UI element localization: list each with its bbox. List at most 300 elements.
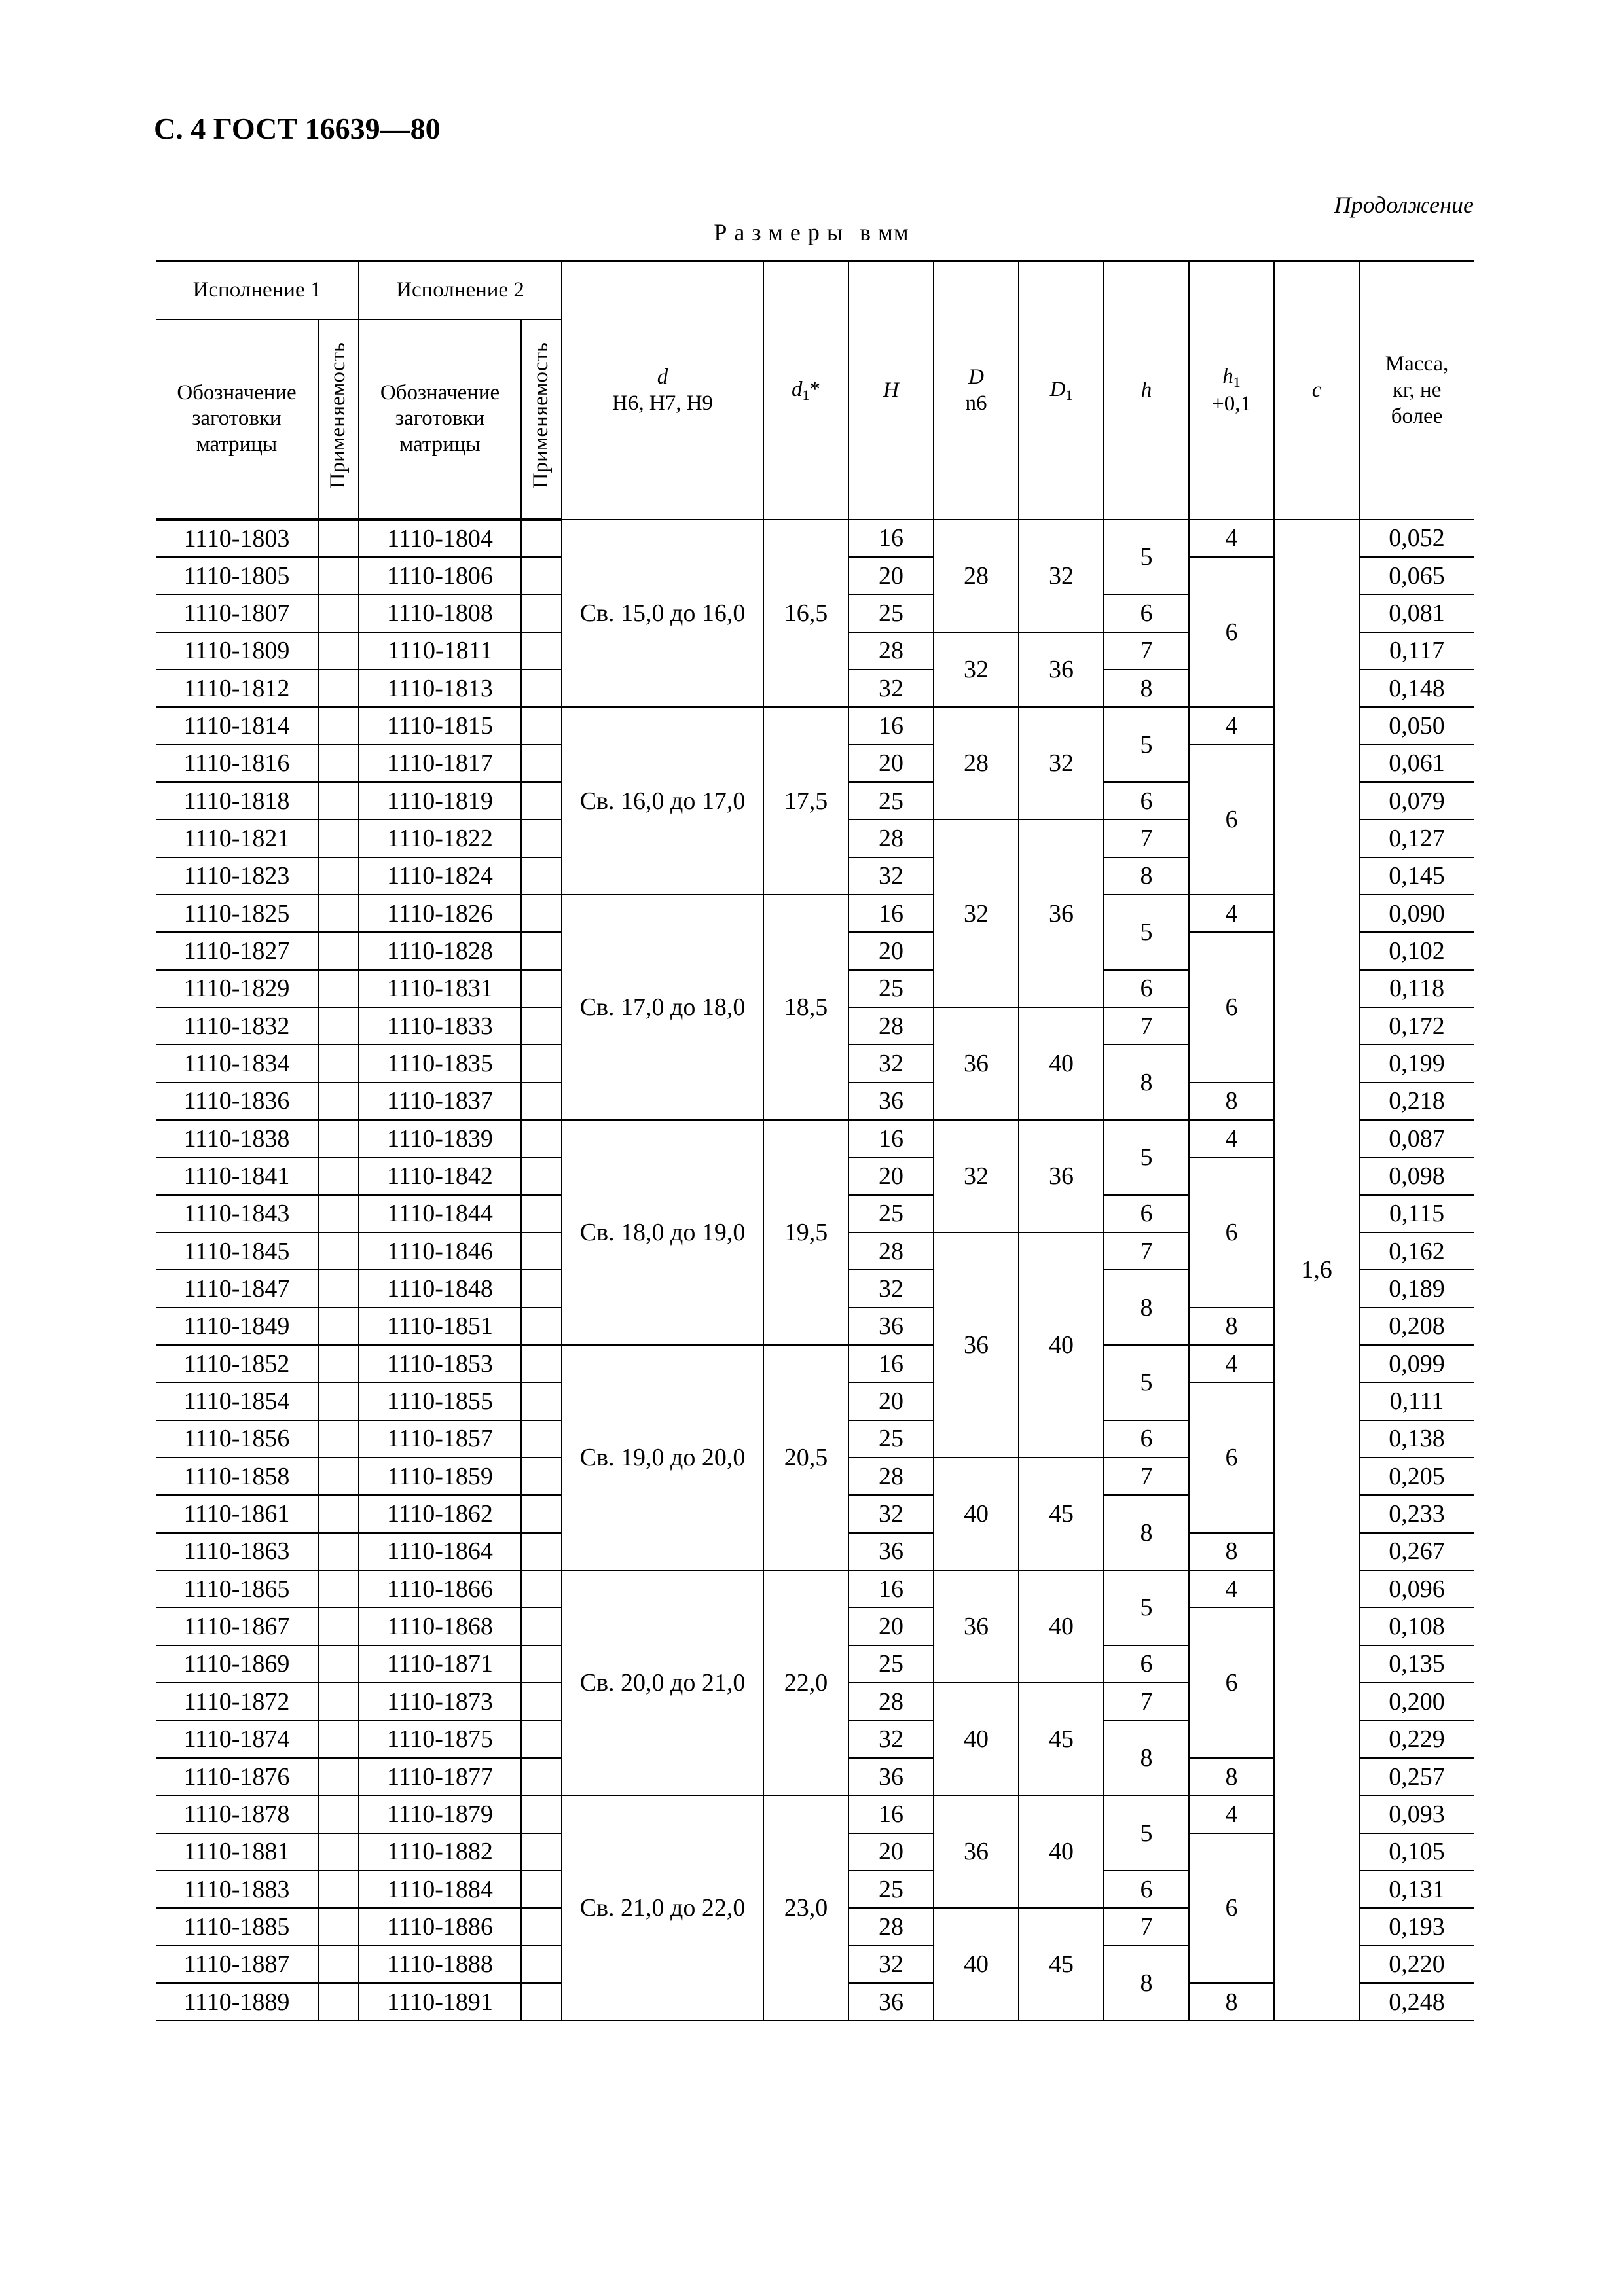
H-cell: 28 xyxy=(848,632,934,670)
h1-cell: 6 xyxy=(1189,1607,1274,1757)
D-cell: 40 xyxy=(934,1458,1019,1570)
H-cell: 25 xyxy=(848,970,934,1007)
applicability-cell xyxy=(318,1120,359,1157)
H-cell: 16 xyxy=(848,1345,934,1382)
header-mass-label: Масса, кг, не более xyxy=(1385,352,1449,428)
designation-2-cell: 1110-1873 xyxy=(359,1683,521,1720)
applicability-cell xyxy=(521,557,562,594)
designation-2-cell: 1110-1879 xyxy=(359,1795,521,1833)
applicability-cell xyxy=(521,745,562,782)
h-cell: 5 xyxy=(1104,1795,1189,1871)
mass-cell: 0,108 xyxy=(1359,1607,1474,1645)
designation-1-cell: 1110-1869 xyxy=(156,1645,318,1683)
designation-1-cell: 1110-1836 xyxy=(156,1083,318,1120)
mass-cell: 0,081 xyxy=(1359,594,1474,632)
applicability-cell xyxy=(318,1946,359,1983)
h-cell: 8 xyxy=(1104,857,1189,895)
mass-cell: 0,138 xyxy=(1359,1420,1474,1458)
applicability-cell xyxy=(521,1983,562,2020)
designation-1-cell: 1110-1865 xyxy=(156,1570,318,1607)
header-h xyxy=(1104,262,1189,520)
mass-cell: 0,233 xyxy=(1359,1495,1474,1532)
applicability-cell xyxy=(521,594,562,632)
designation-2-cell: 1110-1888 xyxy=(359,1946,521,1983)
applicability-cell xyxy=(521,1045,562,1082)
designation-2-cell: 1110-1826 xyxy=(359,895,521,932)
mass-cell: 0,111 xyxy=(1359,1382,1474,1420)
h1-cell: 8 xyxy=(1189,1533,1274,1570)
header-d xyxy=(562,262,763,520)
units-caption xyxy=(0,219,1623,246)
h-cell: 8 xyxy=(1104,1045,1189,1120)
D-cell: 32 xyxy=(934,632,1019,708)
header-designation-2 xyxy=(359,319,521,520)
D-cell: 36 xyxy=(934,1570,1019,1683)
H-cell: 25 xyxy=(848,1195,934,1232)
D-cell: 36 xyxy=(934,1007,1019,1120)
mass-cell: 0,093 xyxy=(1359,1795,1474,1833)
dimensions-table xyxy=(156,260,1474,2021)
applicability-cell xyxy=(318,932,359,969)
d-cell: Св. 18,0 до 19,0 xyxy=(562,1120,763,1345)
designation-2-cell: 1110-1822 xyxy=(359,819,521,857)
H-cell: 28 xyxy=(848,819,934,857)
applicability-cell xyxy=(318,1533,359,1570)
applicability-cell xyxy=(318,857,359,895)
applicability-cell xyxy=(521,932,562,969)
D1-cell: 32 xyxy=(1019,707,1104,819)
header-d1 xyxy=(763,262,848,520)
designation-1-cell: 1110-1832 xyxy=(156,1007,318,1045)
applicability-cell xyxy=(318,1607,359,1645)
d1-cell: 17,5 xyxy=(763,707,848,895)
H-cell: 36 xyxy=(848,1083,934,1120)
d1-cell: 19,5 xyxy=(763,1120,848,1345)
mass-cell: 0,115 xyxy=(1359,1195,1474,1232)
applicability-cell xyxy=(318,1345,359,1382)
D1-cell: 36 xyxy=(1019,819,1104,1007)
header-designation-1 xyxy=(156,319,318,520)
applicability-cell xyxy=(521,857,562,895)
applicability-cell xyxy=(318,1683,359,1720)
designation-1-cell: 1110-1809 xyxy=(156,632,318,670)
D1-cell: 32 xyxy=(1019,520,1104,632)
header-h1-tolerance: +0,1 xyxy=(1212,391,1251,416)
H-cell: 36 xyxy=(848,1758,934,1795)
mass-cell: 0,105 xyxy=(1359,1833,1474,1871)
c-cell: 1,6 xyxy=(1274,520,1359,2021)
applicability-cell xyxy=(318,1758,359,1795)
H-cell: 36 xyxy=(848,1308,934,1345)
applicability-cell xyxy=(521,1871,562,1908)
d-cell: Св. 17,0 до 18,0 xyxy=(562,895,763,1120)
h-cell: 6 xyxy=(1104,1645,1189,1683)
designation-1-cell: 1110-1816 xyxy=(156,745,318,782)
mass-cell: 0,220 xyxy=(1359,1946,1474,1983)
applicability-cell xyxy=(521,1908,562,1945)
applicability-cell xyxy=(318,1045,359,1082)
designation-1-cell: 1110-1861 xyxy=(156,1495,318,1532)
mass-cell: 0,099 xyxy=(1359,1345,1474,1382)
applicability-cell xyxy=(318,1382,359,1420)
designation-1-cell: 1110-1867 xyxy=(156,1607,318,1645)
designation-1-cell: 1110-1854 xyxy=(156,1382,318,1420)
H-cell: 16 xyxy=(848,895,934,932)
h-cell: 5 xyxy=(1104,707,1189,782)
h1-cell: 4 xyxy=(1189,520,1274,557)
applicability-cell xyxy=(521,1270,562,1307)
h-cell: 6 xyxy=(1104,1195,1189,1232)
h-cell: 6 xyxy=(1104,1871,1189,1908)
mass-cell: 0,118 xyxy=(1359,970,1474,1007)
D-cell: 32 xyxy=(934,819,1019,1007)
designation-2-cell: 1110-1846 xyxy=(359,1232,521,1270)
H-cell: 20 xyxy=(848,1157,934,1194)
h-cell: 8 xyxy=(1104,1495,1189,1570)
d1-cell: 20,5 xyxy=(763,1345,848,1570)
applicability-cell xyxy=(521,1570,562,1607)
applicability-cell xyxy=(521,782,562,819)
header-D-symbol: D xyxy=(968,365,984,389)
H-cell: 28 xyxy=(848,1007,934,1045)
applicability-cell xyxy=(521,1645,562,1683)
applicability-cell xyxy=(318,1458,359,1495)
header-D1-sub: 1 xyxy=(1065,387,1073,404)
units-caption-tail: в мм xyxy=(860,219,909,245)
designation-1-cell: 1110-1805 xyxy=(156,557,318,594)
mass-cell: 0,098 xyxy=(1359,1157,1474,1194)
H-cell: 20 xyxy=(848,745,934,782)
h1-cell: 6 xyxy=(1189,1157,1274,1307)
H-cell: 25 xyxy=(848,782,934,819)
applicability-cell xyxy=(521,1345,562,1382)
designation-2-cell: 1110-1837 xyxy=(359,1083,521,1120)
H-cell: 25 xyxy=(848,1645,934,1683)
designation-1-cell: 1110-1838 xyxy=(156,1120,318,1157)
header-d-tolerance: H6, H7, H9 xyxy=(612,391,714,415)
d1-cell: 18,5 xyxy=(763,895,848,1120)
applicability-cell xyxy=(318,745,359,782)
applicability-cell xyxy=(521,707,562,744)
header-version-2: Исполнение 2 xyxy=(359,262,562,320)
applicability-cell xyxy=(521,1382,562,1420)
h-cell: 6 xyxy=(1104,1420,1189,1458)
H-cell: 20 xyxy=(848,932,934,969)
designation-2-cell: 1110-1813 xyxy=(359,670,521,707)
applicability-cell xyxy=(521,520,562,557)
D-cell: 32 xyxy=(934,1120,1019,1232)
applicability-cell xyxy=(318,1721,359,1758)
mass-cell: 0,090 xyxy=(1359,895,1474,932)
designation-2-cell: 1110-1824 xyxy=(359,857,521,895)
h1-cell: 4 xyxy=(1189,1570,1274,1607)
applicability-cell xyxy=(318,1232,359,1270)
applicability-cell xyxy=(318,1420,359,1458)
applicability-cell xyxy=(318,1308,359,1345)
D1-cell: 40 xyxy=(1019,1570,1104,1683)
header-applicability-1 xyxy=(318,319,359,520)
designation-1-cell: 1110-1876 xyxy=(156,1758,318,1795)
h-cell: 7 xyxy=(1104,1683,1189,1720)
designation-1-cell: 1110-1827 xyxy=(156,932,318,969)
applicability-cell xyxy=(318,1195,359,1232)
designation-1-cell: 1110-1812 xyxy=(156,670,318,707)
applicability-cell xyxy=(318,1871,359,1908)
H-cell: 16 xyxy=(848,1570,934,1607)
h-cell: 5 xyxy=(1104,520,1189,595)
mass-cell: 0,205 xyxy=(1359,1458,1474,1495)
D-cell: 28 xyxy=(934,707,1019,819)
header-d1-star: * xyxy=(809,378,821,402)
designation-2-cell: 1110-1828 xyxy=(359,932,521,969)
mass-cell: 0,199 xyxy=(1359,1045,1474,1082)
H-cell: 32 xyxy=(848,1495,934,1532)
H-cell: 28 xyxy=(848,1232,934,1270)
designation-2-cell: 1110-1844 xyxy=(359,1195,521,1232)
designation-2-cell: 1110-1817 xyxy=(359,745,521,782)
D1-cell: 40 xyxy=(1019,1007,1104,1120)
d1-cell: 22,0 xyxy=(763,1570,848,1795)
table-row xyxy=(156,520,1474,557)
applicability-cell xyxy=(521,1083,562,1120)
applicability-cell xyxy=(318,970,359,1007)
designation-1-cell: 1110-1803 xyxy=(156,520,318,557)
applicability-cell xyxy=(318,594,359,632)
applicability-cell xyxy=(521,670,562,707)
designation-1-cell: 1110-1821 xyxy=(156,819,318,857)
header-H-symbol: H xyxy=(883,378,899,402)
header-D1-symbol: D xyxy=(1049,378,1066,402)
designation-2-cell: 1110-1891 xyxy=(359,1983,521,2020)
applicability-cell xyxy=(521,970,562,1007)
D1-cell: 36 xyxy=(1019,1120,1104,1232)
designation-2-cell: 1110-1833 xyxy=(359,1007,521,1045)
applicability-cell xyxy=(318,1495,359,1532)
applicability-cell xyxy=(318,1270,359,1307)
mass-cell: 0,050 xyxy=(1359,707,1474,744)
H-cell: 16 xyxy=(848,1120,934,1157)
d1-cell: 23,0 xyxy=(763,1795,848,2020)
designation-2-cell: 1110-1804 xyxy=(359,520,521,557)
designation-2-cell: 1110-1875 xyxy=(359,1721,521,1758)
h1-cell: 4 xyxy=(1189,1345,1274,1382)
designation-2-cell: 1110-1853 xyxy=(359,1345,521,1382)
designation-2-cell: 1110-1855 xyxy=(359,1382,521,1420)
designation-1-cell: 1110-1849 xyxy=(156,1308,318,1345)
applicability-cell xyxy=(521,1157,562,1194)
units-caption-word: Размеры xyxy=(714,219,850,245)
D1-cell: 45 xyxy=(1019,1908,1104,2020)
designation-1-cell: 1110-1889 xyxy=(156,1983,318,2020)
h-cell: 8 xyxy=(1104,1946,1189,2021)
applicability-cell xyxy=(318,1645,359,1683)
header-applicability-1-label: Применяемость xyxy=(326,342,350,489)
mass-cell: 0,208 xyxy=(1359,1308,1474,1345)
H-cell: 32 xyxy=(848,857,934,895)
designation-1-cell: 1110-1878 xyxy=(156,1795,318,1833)
D1-cell: 40 xyxy=(1019,1795,1104,1908)
mass-cell: 0,248 xyxy=(1359,1983,1474,2020)
designation-2-cell: 1110-1886 xyxy=(359,1908,521,1945)
header-D-tolerance: n6 xyxy=(965,391,987,415)
header-mass xyxy=(1359,262,1474,520)
h-cell: 6 xyxy=(1104,782,1189,819)
mass-cell: 0,065 xyxy=(1359,557,1474,594)
h-cell: 8 xyxy=(1104,1270,1189,1345)
h-cell: 7 xyxy=(1104,1908,1189,1945)
header-D xyxy=(934,262,1019,520)
h1-cell: 4 xyxy=(1189,1120,1274,1157)
applicability-cell xyxy=(521,1195,562,1232)
designation-2-cell: 1110-1835 xyxy=(359,1045,521,1082)
d-cell: Св. 20,0 до 21,0 xyxy=(562,1570,763,1795)
designation-2-cell: 1110-1877 xyxy=(359,1758,521,1795)
header-H xyxy=(848,262,934,520)
applicability-cell xyxy=(318,1157,359,1194)
designation-1-cell: 1110-1856 xyxy=(156,1420,318,1458)
h-cell: 5 xyxy=(1104,895,1189,970)
d-cell: Св. 16,0 до 17,0 xyxy=(562,707,763,895)
designation-2-cell: 1110-1819 xyxy=(359,782,521,819)
header-d1-sub: 1 xyxy=(802,387,810,404)
designation-1-cell: 1110-1863 xyxy=(156,1533,318,1570)
H-cell: 20 xyxy=(848,557,934,594)
applicability-cell xyxy=(318,632,359,670)
mass-cell: 0,131 xyxy=(1359,1871,1474,1908)
h1-cell: 8 xyxy=(1189,1758,1274,1795)
applicability-cell xyxy=(521,1495,562,1532)
designation-1-cell: 1110-1807 xyxy=(156,594,318,632)
H-cell: 25 xyxy=(848,594,934,632)
h-cell: 8 xyxy=(1104,670,1189,707)
h-cell: 7 xyxy=(1104,819,1189,857)
mass-cell: 0,145 xyxy=(1359,857,1474,895)
designation-2-cell: 1110-1811 xyxy=(359,632,521,670)
designation-2-cell: 1110-1808 xyxy=(359,594,521,632)
applicability-cell xyxy=(521,1458,562,1495)
applicability-cell xyxy=(521,819,562,857)
mass-cell: 0,189 xyxy=(1359,1270,1474,1307)
h-cell: 7 xyxy=(1104,632,1189,670)
mass-cell: 0,061 xyxy=(1359,745,1474,782)
designation-1-cell: 1110-1845 xyxy=(156,1232,318,1270)
h1-cell: 8 xyxy=(1189,1083,1274,1120)
mass-cell: 0,148 xyxy=(1359,670,1474,707)
designation-1-cell: 1110-1814 xyxy=(156,707,318,744)
applicability-cell xyxy=(318,819,359,857)
mass-cell: 0,229 xyxy=(1359,1721,1474,1758)
h-cell: 5 xyxy=(1104,1570,1189,1645)
designation-2-cell: 1110-1839 xyxy=(359,1120,521,1157)
D-cell: 40 xyxy=(934,1683,1019,1795)
applicability-cell xyxy=(318,1083,359,1120)
applicability-cell xyxy=(521,632,562,670)
header-c xyxy=(1274,262,1359,520)
header-applicability-2-label: Применяемость xyxy=(529,342,553,489)
D1-cell: 36 xyxy=(1019,632,1104,708)
d-cell: Св. 21,0 до 22,0 xyxy=(562,1795,763,2020)
h-cell: 7 xyxy=(1104,1458,1189,1495)
designation-2-cell: 1110-1842 xyxy=(359,1157,521,1194)
header-d1-symbol: d xyxy=(792,378,803,402)
d1-cell: 16,5 xyxy=(763,520,848,708)
designation-1-cell: 1110-1847 xyxy=(156,1270,318,1307)
applicability-cell xyxy=(521,1683,562,1720)
designation-1-cell: 1110-1858 xyxy=(156,1458,318,1495)
applicability-cell xyxy=(318,1570,359,1607)
h1-cell: 6 xyxy=(1189,1382,1274,1532)
h1-cell: 4 xyxy=(1189,707,1274,744)
D1-cell: 40 xyxy=(1019,1232,1104,1458)
applicability-cell xyxy=(521,1232,562,1270)
h-cell: 7 xyxy=(1104,1232,1189,1270)
applicability-cell xyxy=(521,1946,562,1983)
designation-2-cell: 1110-1806 xyxy=(359,557,521,594)
header-version-1: Исполнение 1 xyxy=(156,262,359,320)
designation-2-cell: 1110-1848 xyxy=(359,1270,521,1307)
designation-1-cell: 1110-1881 xyxy=(156,1833,318,1871)
designation-1-cell: 1110-1834 xyxy=(156,1045,318,1082)
h-cell: 5 xyxy=(1104,1345,1189,1420)
applicability-cell xyxy=(521,1007,562,1045)
designation-2-cell: 1110-1859 xyxy=(359,1458,521,1495)
h1-cell: 4 xyxy=(1189,1795,1274,1833)
applicability-cell xyxy=(521,1120,562,1157)
H-cell: 28 xyxy=(848,1458,934,1495)
H-cell: 32 xyxy=(848,670,934,707)
H-cell: 20 xyxy=(848,1607,934,1645)
mass-cell: 0,087 xyxy=(1359,1120,1474,1157)
page-header: С. 4 ГОСТ 16639—80 xyxy=(154,112,441,145)
applicability-cell xyxy=(521,1758,562,1795)
h-cell: 6 xyxy=(1104,970,1189,1007)
designation-2-cell: 1110-1866 xyxy=(359,1570,521,1607)
designation-1-cell: 1110-1887 xyxy=(156,1946,318,1983)
designation-2-cell: 1110-1851 xyxy=(359,1308,521,1345)
header-h1-symbol: h xyxy=(1222,365,1233,389)
d-cell: Св. 19,0 до 20,0 xyxy=(562,1345,763,1570)
mass-cell: 0,052 xyxy=(1359,520,1474,557)
h-cell: 6 xyxy=(1104,594,1189,632)
mass-cell: 0,102 xyxy=(1359,932,1474,969)
applicability-cell xyxy=(318,1795,359,1833)
H-cell: 28 xyxy=(848,1683,934,1720)
applicability-cell xyxy=(318,1983,359,2020)
designation-1-cell: 1110-1823 xyxy=(156,857,318,895)
applicability-cell xyxy=(318,520,359,557)
designation-2-cell: 1110-1868 xyxy=(359,1607,521,1645)
designation-2-cell: 1110-1831 xyxy=(359,970,521,1007)
applicability-cell xyxy=(521,1420,562,1458)
applicability-cell xyxy=(521,1833,562,1871)
table-body xyxy=(156,520,1474,2021)
designation-1-cell: 1110-1883 xyxy=(156,1871,318,1908)
mass-cell: 0,257 xyxy=(1359,1758,1474,1795)
H-cell: 36 xyxy=(848,1983,934,2020)
H-cell: 16 xyxy=(848,520,934,557)
header-D1 xyxy=(1019,262,1104,520)
mass-cell: 0,127 xyxy=(1359,819,1474,857)
applicability-cell xyxy=(521,1308,562,1345)
D-cell: 36 xyxy=(934,1795,1019,1908)
mass-cell: 0,172 xyxy=(1359,1007,1474,1045)
mass-cell: 0,267 xyxy=(1359,1533,1474,1570)
designation-2-cell: 1110-1864 xyxy=(359,1533,521,1570)
H-cell: 25 xyxy=(848,1420,934,1458)
H-cell: 32 xyxy=(848,1045,934,1082)
applicability-cell xyxy=(318,1007,359,1045)
header-designation-1-label: Обозначение заготовки матрицы xyxy=(177,380,297,456)
